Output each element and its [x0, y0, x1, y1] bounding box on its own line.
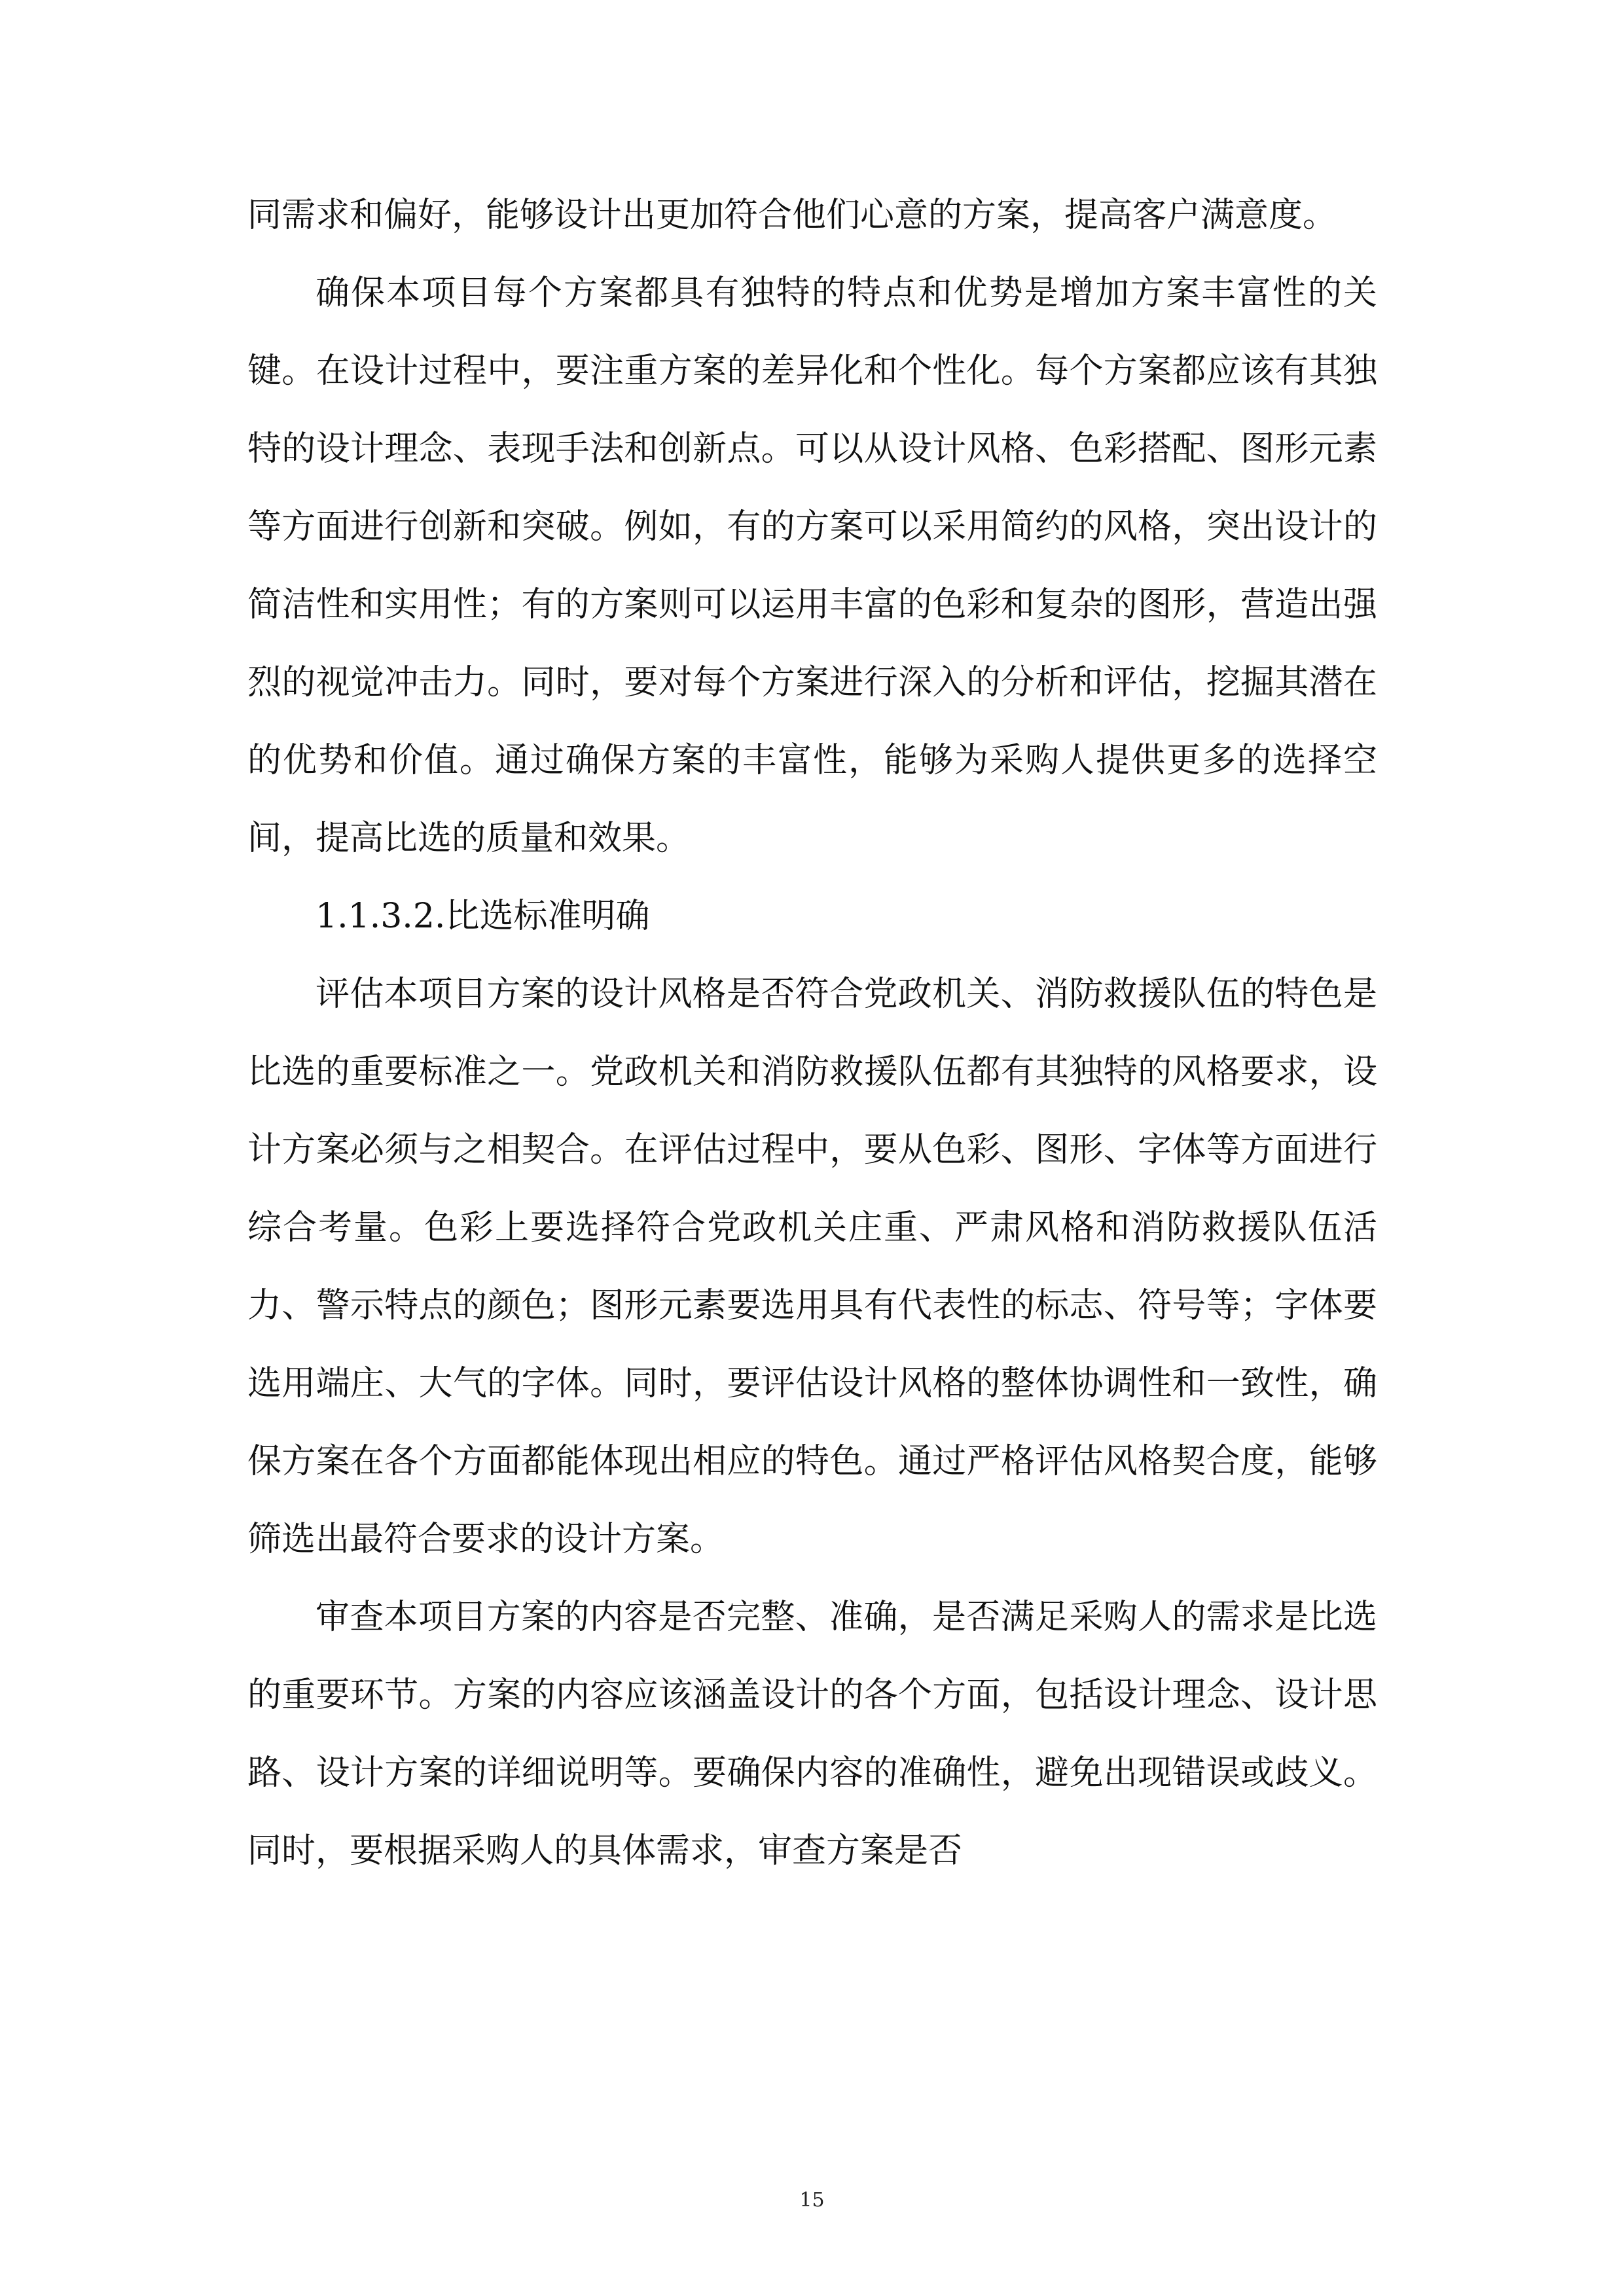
paragraph-content-review: 审查本项目方案的内容是否完整、准确，是否满足采购人的需求是比选的重要环节。方案的内容应该涵盖设计的各个方面，包括设计理念、设计思路、设计方案的详细说明等。要确保内容的准确性，避免出现错误或歧义。同时，要根据采购人的具体需求，审查方案是否	[247, 1598, 1377, 1871]
section-heading: 1.1.3.2.比选标准明确	[316, 897, 650, 936]
page-number: 15	[799, 2189, 825, 2212]
body-text	[247, 177, 1377, 1890]
paragraph-scheme-richness: 确保本项目每个方案都具有独特的特点和优势是增加方案丰富性的关键。在设计过程中，要注重方案的差异化和个性化。每个方案都应该有其独特的设计理念、表现手法和创新点。可以从设计风格、色彩搭配、图形元素等方面进行创新和突破。例如，有的方案可以采用简约的风格，突出设计的简洁性和实用性；有的方案则可以运用丰富的色彩和复杂的图形，营造出强烈的视觉冲击力。同时，要对每个方案进行深入的分析和评估，挖掘其潜在的优势和价值。通过确保方案的丰富性，能够为采购人提供更多的选择空间，提高比选的质量和效果。	[247, 274, 1377, 858]
paragraph-style-evaluation: 评估本项目方案的设计风格是否符合党政机关、消防救援队伍的特色是比选的重要标准之一。党政机关和消防救援队伍都有其独特的风格要求，设计方案必须与之相契合。在评估过程中，要从色彩、图形、字体等方面进行综合考量。色彩上要选择符合党政机关庄重、严肃风格和消防救援队伍活力、警示特点的颜色；图形元素要选用具有代表性的标志、符号等；字体要选用端庄、大气的字体。同时，要评估设计风格的整体协调性和一致性，确保方案在各个方面都能体现出相应的特色。通过严格评估风格契合度，能够筛选出最符合要求的设计方案。	[247, 975, 1377, 1559]
paragraph-continuation: 同需求和偏好，能够设计出更加符合他们心意的方案，提高客户满意度。	[247, 196, 1337, 235]
